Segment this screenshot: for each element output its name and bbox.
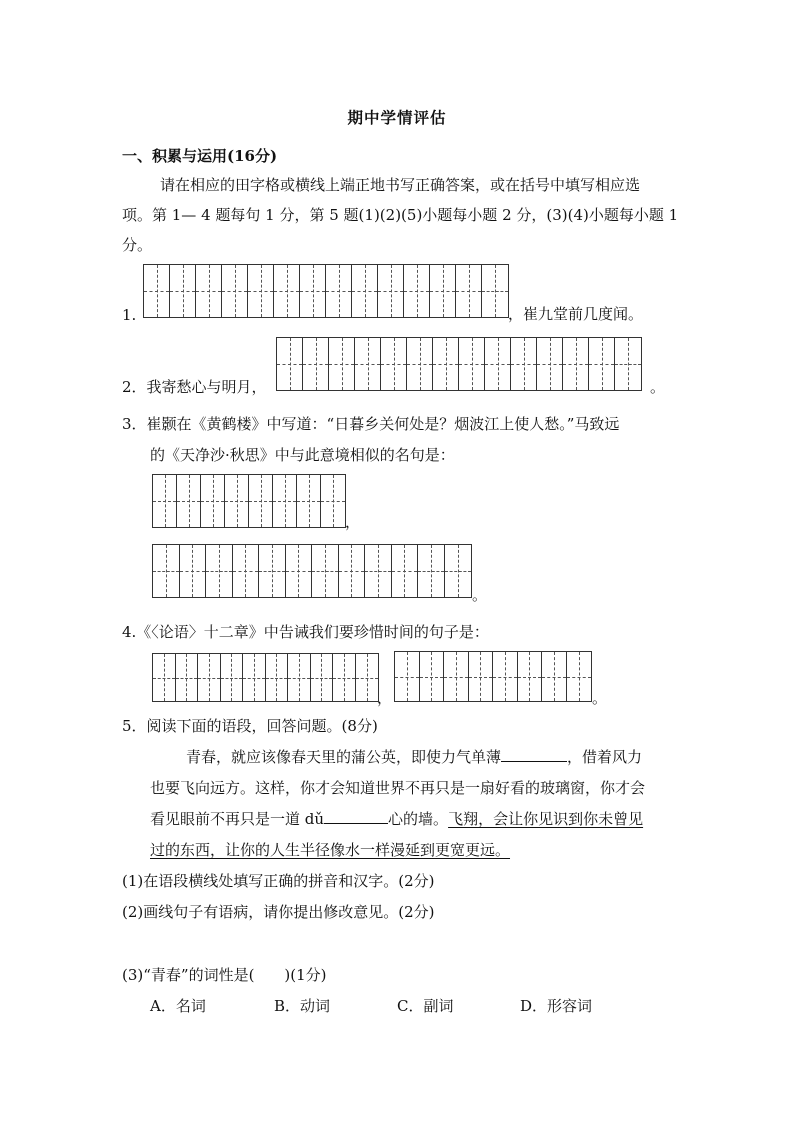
q4-grid-box-1[interactable]: [152, 653, 379, 702]
grid-cell[interactable]: [589, 338, 615, 390]
grid-cell[interactable]: [225, 475, 249, 527]
q1-suffix: ，崔九堂前几度闻。: [508, 305, 644, 323]
grid-cell[interactable]: [196, 265, 222, 317]
grid-cell[interactable]: [170, 265, 196, 317]
grid-cell[interactable]: [303, 338, 329, 390]
q3-line-1: 3．崔颢在《黄鹤楼》中写道：“日暮乡关何处是？烟波江上使人愁。”马致远: [122, 415, 620, 433]
grid-cell[interactable]: [333, 654, 356, 701]
grid-cell[interactable]: [395, 652, 420, 701]
q2-suffix: 。: [650, 378, 666, 396]
grid-cell[interactable]: [277, 338, 303, 390]
grid-cell[interactable]: [180, 545, 207, 597]
grid-cell[interactable]: [176, 654, 199, 701]
option-b[interactable]: B．动词: [274, 997, 331, 1015]
grid-cell[interactable]: [198, 654, 221, 701]
grid-cell[interactable]: [469, 652, 494, 701]
grid-cell[interactable]: [392, 545, 419, 597]
q2-grid-box[interactable]: [276, 337, 642, 391]
grid-cell[interactable]: [456, 265, 482, 317]
passage-text: 看见眼前不再只是一道 dǔ: [150, 810, 325, 828]
q5-sub-question-1: (1)在语段横线处填写正确的拼音和汉字。(2分): [122, 872, 435, 890]
q3-grid-box-2[interactable]: [152, 544, 472, 598]
q3-grid-box-1[interactable]: [152, 474, 346, 528]
grid-cell[interactable]: [433, 338, 459, 390]
hanzi-blank[interactable]: [324, 809, 388, 824]
q5-prompt: 5．阅读下面的语段，回答问题。(8分): [122, 717, 378, 735]
grid-cell[interactable]: [365, 545, 392, 597]
grid-cell[interactable]: [567, 652, 592, 701]
passage-text: 青春，就应该像春天里的蒲公英，即使力气单薄: [186, 748, 502, 766]
q5-passage-line-1: [186, 747, 642, 767]
grid-cell[interactable]: [249, 475, 273, 527]
grid-cell[interactable]: [311, 654, 334, 701]
grid-cell[interactable]: [615, 338, 641, 390]
passage-text: ，借着风力: [567, 748, 643, 766]
q1-number: 1.: [122, 306, 137, 324]
grid-cell[interactable]: [243, 654, 266, 701]
option-c[interactable]: C．副词: [397, 997, 454, 1015]
grid-cell[interactable]: [352, 265, 378, 317]
instruction-line-3: 分。: [122, 236, 153, 254]
grid-cell[interactable]: [356, 654, 379, 701]
underlined-sentence: 飞翔，会让你见识到你未曾见: [448, 810, 644, 828]
grid-cell[interactable]: [201, 475, 225, 527]
grid-cell[interactable]: [563, 338, 589, 390]
passage-text: 心的墙。: [388, 810, 449, 828]
grid-cell[interactable]: [206, 545, 233, 597]
pinyin-blank[interactable]: [501, 747, 567, 762]
q4-prompt: 4.《〈论语〉十二章》中告诫我们要珍惜时间的句子是：: [122, 623, 489, 641]
grid-cell[interactable]: [493, 652, 518, 701]
grid-cell[interactable]: [326, 265, 352, 317]
q4-period: 。: [592, 689, 608, 707]
q3-line-2: 的《天净沙·秋思》中与此意境相似的名句是：: [150, 446, 455, 464]
grid-cell[interactable]: [286, 545, 313, 597]
grid-cell[interactable]: [153, 654, 176, 701]
grid-cell[interactable]: [312, 545, 339, 597]
grid-cell[interactable]: [222, 265, 248, 317]
grid-cell[interactable]: [511, 338, 537, 390]
grid-cell[interactable]: [153, 475, 177, 527]
grid-cell[interactable]: [404, 265, 430, 317]
grid-cell[interactable]: [300, 265, 326, 317]
grid-cell[interactable]: [518, 652, 543, 701]
option-a[interactable]: A．名词: [150, 997, 206, 1015]
q5-sub-question-2: (2)画线句子有语病，请你提出修改意见。(2分): [122, 903, 435, 921]
grid-cell[interactable]: [273, 475, 297, 527]
q2-prefix: 2．我寄愁心与明月，: [122, 378, 267, 396]
grid-cell[interactable]: [459, 338, 485, 390]
option-d[interactable]: D．形容词: [520, 997, 593, 1015]
q5-sub-question-3: (3)“青春”的词性是( )(1分): [122, 966, 327, 984]
grid-cell[interactable]: [378, 265, 404, 317]
grid-cell[interactable]: [144, 265, 170, 317]
grid-cell[interactable]: [420, 652, 445, 701]
grid-cell[interactable]: [221, 654, 244, 701]
grid-cell[interactable]: [329, 338, 355, 390]
q3-period: 。: [472, 586, 488, 604]
grid-cell[interactable]: [407, 338, 433, 390]
grid-cell[interactable]: [248, 265, 274, 317]
grid-cell[interactable]: [339, 545, 366, 597]
grid-cell[interactable]: [274, 265, 300, 317]
grid-cell[interactable]: [266, 654, 289, 701]
grid-cell[interactable]: [537, 338, 563, 390]
grid-cell[interactable]: [177, 475, 201, 527]
q5-passage-line-2: 也要飞向远方。这样，你才会知道世界不再只是一扇好看的玻璃窗，你才会: [150, 779, 646, 797]
grid-cell[interactable]: [259, 545, 286, 597]
instruction-line-2: 项。第 1— 4 题每句 1 分，第 5 题(1)(2)(5)小题每小题 2 分，(3)(4)小题每小题 1: [122, 206, 679, 224]
grid-cell[interactable]: [542, 652, 567, 701]
grid-cell[interactable]: [418, 545, 445, 597]
q4-comma: ，: [377, 689, 393, 707]
grid-cell[interactable]: [297, 475, 321, 527]
grid-cell[interactable]: [153, 545, 180, 597]
page-title: 期中学情评估: [347, 108, 447, 127]
grid-cell[interactable]: [321, 475, 345, 527]
grid-cell[interactable]: [288, 654, 311, 701]
grid-cell[interactable]: [482, 265, 508, 317]
q5-passage-line-4: 过的东西，让你的人生半径像水一样漫延到更宽更远。: [150, 841, 511, 859]
q5-passage-line-3: [150, 809, 643, 829]
grid-cell[interactable]: [445, 545, 472, 597]
section-heading: 一、积累与运用(16分): [122, 147, 278, 165]
q4-grid-box-2[interactable]: [394, 651, 592, 702]
instruction-line-1: 请在相应的田字格或横线上端正地书写正确答案，或在括号中填写相应选: [160, 176, 641, 194]
grid-cell[interactable]: [430, 265, 456, 317]
q3-comma: ，: [345, 513, 361, 531]
q1-grid-box[interactable]: [143, 264, 509, 318]
grid-cell[interactable]: [355, 338, 381, 390]
grid-cell[interactable]: [381, 338, 407, 390]
grid-cell[interactable]: [233, 545, 260, 597]
grid-cell[interactable]: [485, 338, 511, 390]
grid-cell[interactable]: [444, 652, 469, 701]
